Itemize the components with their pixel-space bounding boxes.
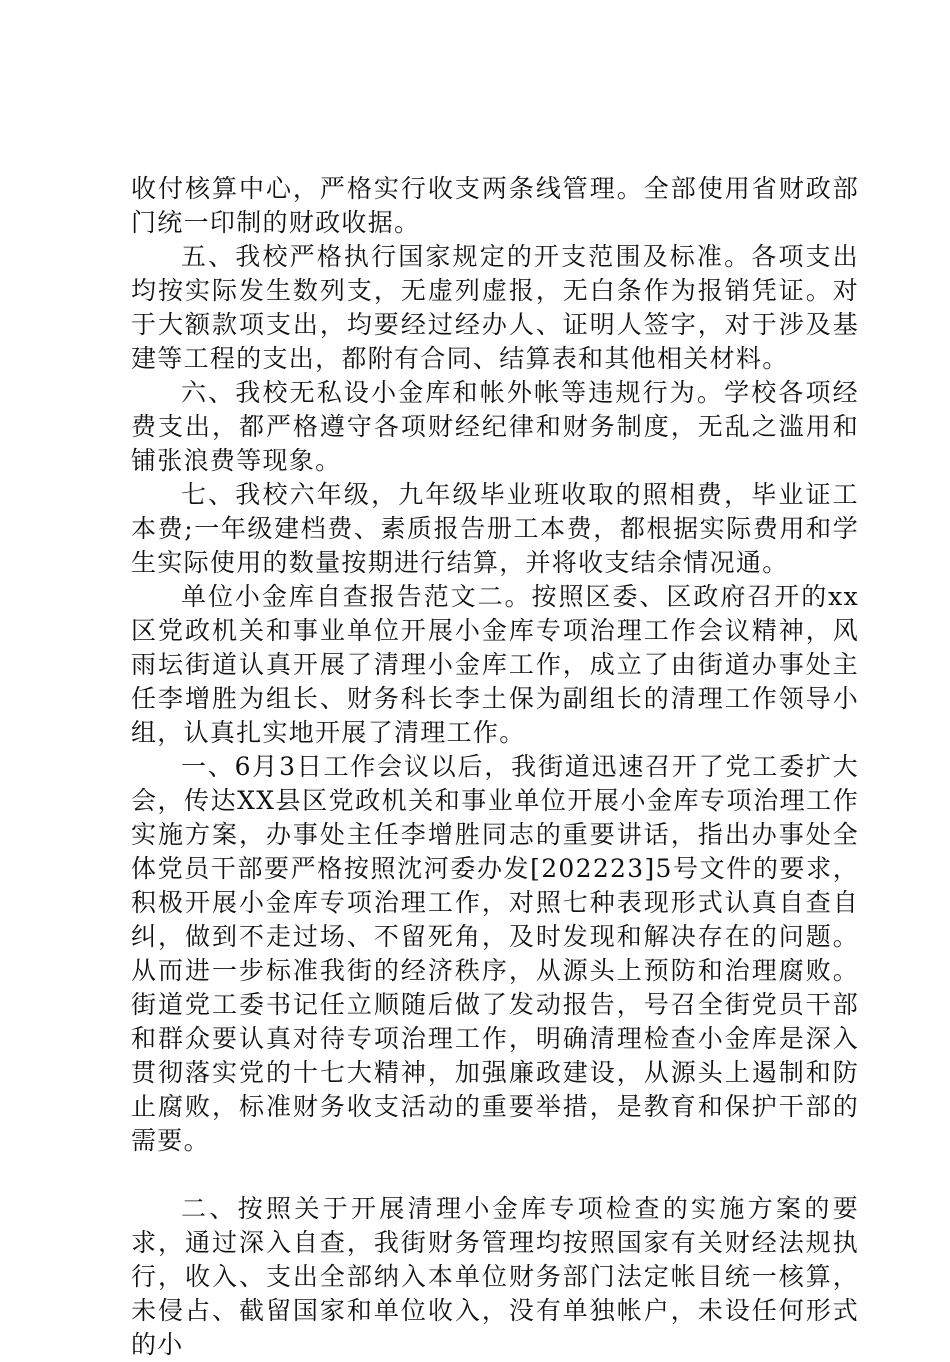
paragraph-item-six: 六、我校无私设小金库和帐外帐等违规行为。学校各项经费支出，都严格遵守各项财经纪律和财务制度，无乱之滥用和铺张浪费等现象。 xyxy=(131,378,859,475)
document-body xyxy=(131,172,859,1362)
paragraph-item-five: 五、我校严格执行国家规定的开支范围及标准。各项支出均按实际发生数列支，无虚列虚报，无白条作为报销凭证。对于大额款项支出，均要经过经办人、证明人签字，对于涉及基建等工程的支出，都附有合同、结算表和其他相关材料。 xyxy=(131,242,859,373)
paragraph-continuation: 收付核算中心，严格实行收支两条线管理。全部使用省财政部门统一印制的财政收据。 xyxy=(131,174,859,237)
paragraph-item-one: 一、6月3日工作会议以后，我街道迅速召开了党工委扩大会，传达XX县区党政机关和事业单位开展小金库专项治理工作实施方案，办事处主任李增胜同志的重要讲话，指出办事处全体党员干部要严格按照沈河委办发[202223]5号文件的要求，积极开展小金库专项治理工作，对照七种表现形式认真自查自纠，做到不走过场、不留死角，及时发现和解决存在的问题。从而进一步标准我街的经济秩序，从源头上预防和治理腐败。街道党工委书记任立顺随后做了发动报告，号召全街党员干部和群众要认真对待专项治理工作，明确清理检查小金库是深入贯彻落实党的十七大精神，加强廉政建设，从源头上遏制和防止腐败，标准财务收支活动的重要举措，是教育和保护干部的需要。 xyxy=(131,752,859,1155)
paragraph-item-two: 二、按照关于开展清理小金库专项检查的实施方案的要求，通过深入自查，我街财务管理均按照国家有关财经法规执行，收入、支出全部纳入本单位财务部门法定帐目统一核算，未侵占、截留国家和单位收入，没有单独帐户，未设任何形式的小 xyxy=(131,1194,859,1359)
paragraph-sample-two-intro: 单位小金库自查报告范文二。按照区委、区政府召开的xx区党政机关和事业单位开展小金库专项治理工作会议精神，风雨坛街道认真开展了清理小金库工作，成立了由街道办事处主任李增胜为组长、财务科长李土保为副组长的清理工作领导小组，认真扎实地开展了清理工作。 xyxy=(131,582,859,747)
paragraph-item-seven: 七、我校六年级，九年级毕业班收取的照相费，毕业证工本费;一年级建档费、素质报告册工本费，都根据实际费用和学生实际使用的数量按期进行结算，并将收支结余情况通。 xyxy=(131,480,859,577)
